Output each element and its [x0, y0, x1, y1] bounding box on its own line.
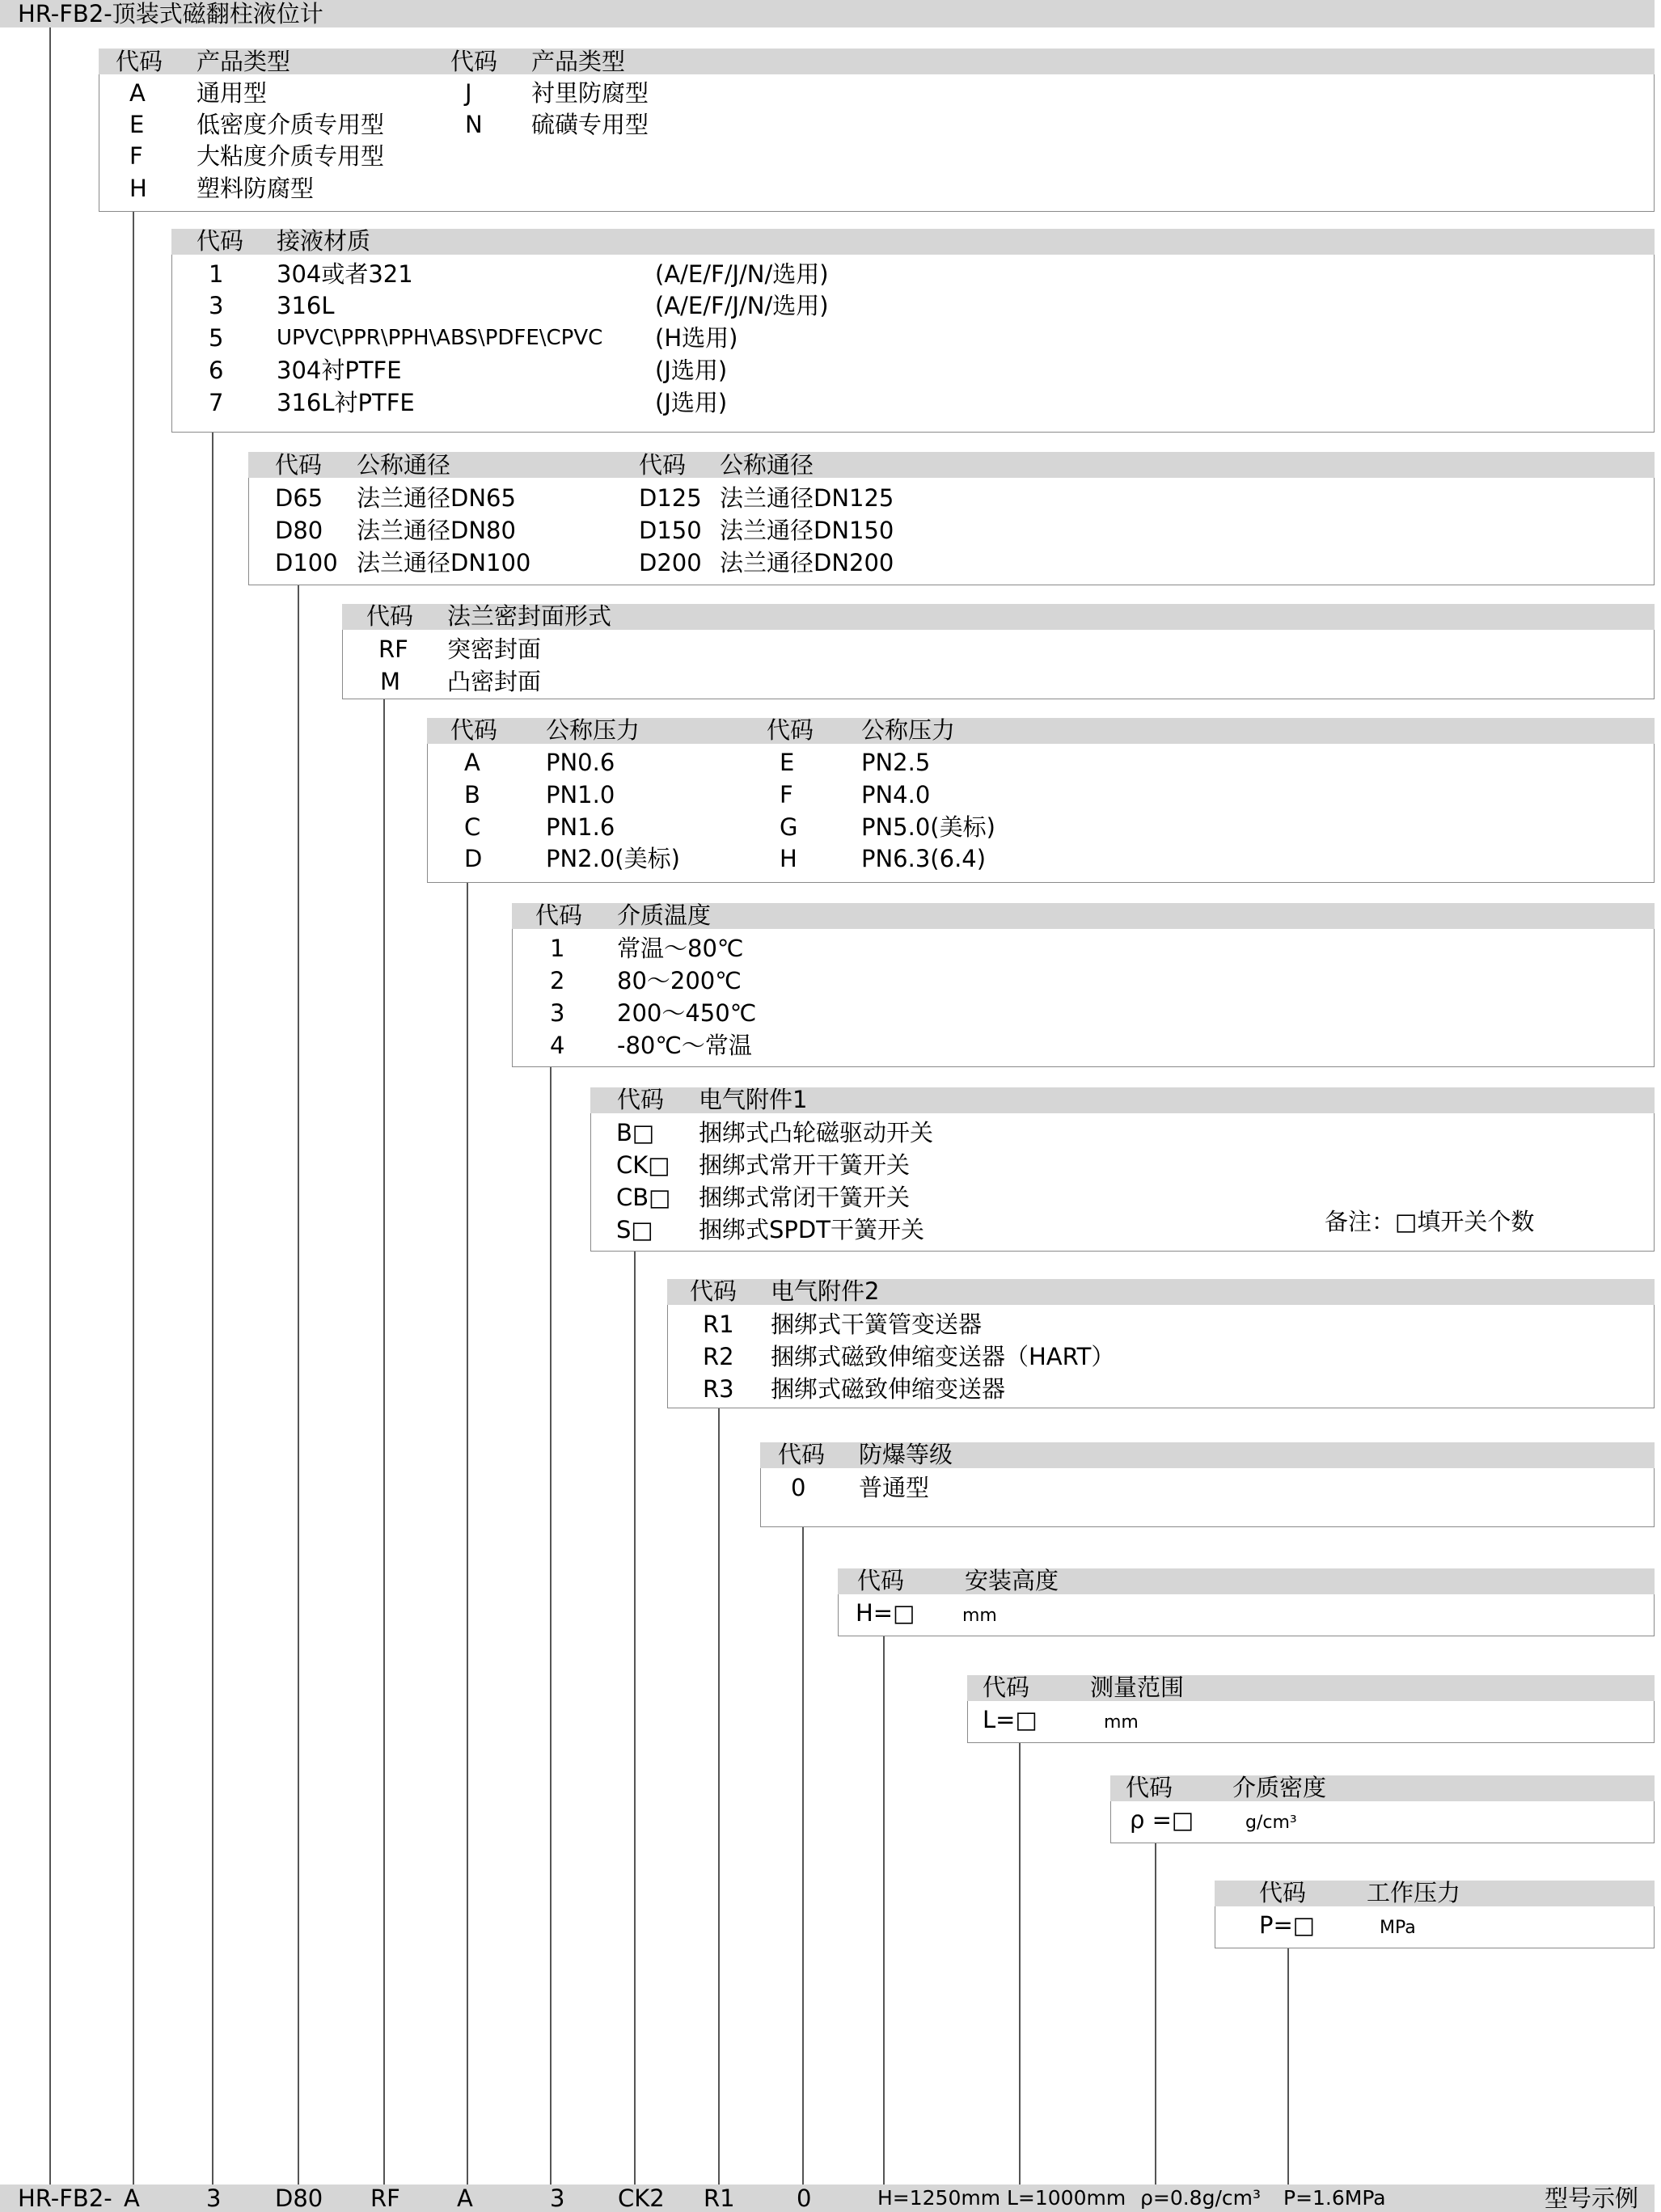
section-e-code: G: [780, 813, 798, 841]
section-f-code: 1: [550, 935, 565, 962]
section-c-header-dn-1: 公称通径: [357, 451, 451, 479]
section-c-code: D65: [275, 484, 323, 512]
section-f-value: 常温～80℃: [617, 935, 744, 962]
example-item: P=1.6MPa: [1283, 2186, 1386, 2210]
section-b-code: 1: [209, 260, 224, 288]
section-a-code: F: [129, 142, 143, 170]
connector-line: [1287, 1948, 1289, 2185]
section-g-code: S□: [616, 1216, 653, 1243]
connector-line: [133, 212, 134, 2185]
section-d-code: M: [380, 668, 401, 695]
section-a-code: A: [129, 79, 146, 107]
section-b-code: 5: [209, 324, 224, 352]
section-e-value: PN4.0: [861, 781, 931, 808]
section-m-header-pressure: 工作压力: [1367, 1879, 1461, 1906]
section-e-value: PN2.0(美标): [546, 845, 680, 872]
section-l-header-density: 介质密度: [1232, 1774, 1327, 1801]
section-m-unit: MPa: [1380, 1918, 1416, 1938]
connector-line: [212, 433, 213, 2185]
section-a-value: 通用型: [197, 79, 268, 107]
section-k-unit: mm: [1104, 1712, 1139, 1733]
connector-line: [718, 1408, 720, 2185]
section-b-value: UPVC\PPR\PPH\ABS\PDFE\CPVC: [277, 326, 603, 350]
section-f-value: -80℃～常温: [617, 1032, 752, 1059]
section-a-code: H: [129, 175, 147, 202]
section-c-code: D200: [639, 549, 702, 576]
section-b-code: 3: [209, 292, 224, 319]
section-d-header-code: 代码: [366, 602, 414, 630]
section-e-value: PN5.0(美标): [861, 813, 995, 841]
section-g-value: 捆绑式常闭干簧开关: [699, 1184, 911, 1211]
section-i-value: 普通型: [859, 1474, 930, 1501]
example-item: A: [457, 2185, 473, 2212]
section-a-header-type-2: 产品类型: [531, 48, 626, 75]
connector-line: [1019, 1743, 1021, 2185]
example-item: ρ=0.8g/cm³: [1140, 2186, 1261, 2210]
section-a-header-bar: [99, 49, 1655, 74]
section-i-header-ex: 防爆等级: [859, 1441, 953, 1468]
section-g-value: 捆绑式凸轮磁驱动开关: [699, 1119, 934, 1146]
section-h-header-acc2: 电气附件2: [771, 1277, 880, 1305]
section-c-value: 法兰通径DN150: [720, 517, 894, 544]
section-c-header-bar: [248, 452, 1655, 478]
section-h-code: R3: [703, 1375, 734, 1403]
section-j-header-height: 安装高度: [965, 1567, 1059, 1594]
section-h-code: R2: [703, 1343, 734, 1370]
example-bar: [0, 2185, 1655, 2212]
section-e-header-code-2: 代码: [767, 716, 814, 744]
section-l-unit: g/cm³: [1245, 1813, 1297, 1833]
section-e-code: B: [464, 781, 480, 808]
example-label: 型号示例: [1545, 2185, 1639, 2212]
section-b-value: 316L: [277, 292, 335, 319]
section-h-value: 捆绑式磁致伸缩变送器: [771, 1375, 1006, 1403]
section-b-note: (H选用): [655, 324, 738, 352]
section-f-value: 80～200℃: [617, 967, 742, 994]
section-e-code: A: [464, 749, 480, 776]
section-e-header-pn-1: 公称压力: [546, 716, 640, 744]
section-j-header-bar: [838, 1568, 1655, 1594]
section-e-value: PN0.6: [546, 749, 615, 776]
section-g-value: 捆绑式SPDT干簧开关: [699, 1216, 924, 1243]
section-a-header-code-1: 代码: [116, 48, 163, 75]
section-e-value: PN1.0: [546, 781, 615, 808]
section-e-header-code-1: 代码: [450, 716, 498, 744]
section-e-code: F: [780, 781, 793, 808]
section-c-header-code-2: 代码: [639, 451, 687, 479]
section-h-code: R1: [703, 1311, 734, 1338]
section-c-value: 法兰通径DN65: [357, 484, 516, 512]
section-c-code: D125: [639, 484, 702, 512]
section-a-header-code-2: 代码: [450, 48, 498, 75]
section-a-code: E: [129, 111, 145, 138]
section-a-code: N: [465, 111, 483, 138]
section-k-header-code: 代码: [983, 1674, 1030, 1701]
section-a-header-type-1: 产品类型: [197, 48, 291, 75]
section-g-value: 捆绑式常开干簧开关: [699, 1151, 911, 1179]
section-e-value: PN1.6: [546, 813, 615, 841]
section-a-value: 塑料防腐型: [197, 175, 315, 202]
connector-line: [1155, 1843, 1156, 2185]
section-a-value: 衬里防腐型: [531, 79, 649, 107]
section-a-code: J: [465, 79, 472, 107]
section-g-header-code: 代码: [617, 1086, 665, 1113]
section-a-value: 低密度介质专用型: [197, 111, 385, 138]
section-g-code: CK□: [616, 1151, 670, 1179]
page-title: HR-FB2-顶装式磁翻柱液位计: [18, 0, 323, 27]
section-b-header-bar: [171, 229, 1655, 255]
section-h-value: 捆绑式干簧管变送器: [771, 1311, 983, 1338]
example-item: 3: [550, 2185, 565, 2212]
section-c-header-dn-2: 公称通径: [720, 451, 814, 479]
section-b-value: 316L衬PTFE: [277, 389, 415, 416]
section-c-value: 法兰通径DN125: [720, 484, 894, 512]
section-d-header-face: 法兰密封面形式: [447, 602, 612, 630]
section-k-header-bar: [967, 1675, 1655, 1701]
section-f-code: 4: [550, 1032, 565, 1059]
connector-line: [383, 699, 385, 2185]
section-c-value: 法兰通径DN100: [357, 549, 531, 576]
section-d-code: RF: [378, 635, 408, 663]
section-b-note: (A/E/F/J/N/选用): [655, 260, 829, 288]
section-m-code: P=□: [1259, 1911, 1316, 1939]
section-b-note: (J选用): [655, 389, 728, 416]
section-f-code: 3: [550, 999, 565, 1027]
section-k-box: [967, 1701, 1655, 1743]
section-b-header-code: 代码: [197, 227, 244, 255]
section-l-header-code: 代码: [1126, 1774, 1173, 1801]
example-item: 0: [797, 2185, 812, 2212]
section-b-value: 304或者321: [277, 260, 413, 288]
section-j-box: [838, 1594, 1655, 1636]
example-item: D80: [275, 2185, 323, 2212]
section-e-code: D: [464, 845, 483, 872]
example-item: RF: [370, 2185, 400, 2212]
section-e-value: PN6.3(6.4): [861, 845, 987, 872]
example-item: 3: [206, 2185, 222, 2212]
section-f-code: 2: [550, 967, 565, 994]
section-b-code: 6: [209, 357, 224, 384]
section-b-header-material: 接液材质: [277, 227, 371, 255]
section-l-header-bar: [1110, 1775, 1655, 1801]
section-g-header-acc1: 电气附件1: [699, 1086, 808, 1113]
section-e-code: H: [780, 845, 797, 872]
section-c-code: D150: [639, 517, 702, 544]
section-c-value: 法兰通径DN80: [357, 517, 516, 544]
section-g-note: 备注：□填开关个数: [1325, 1208, 1535, 1235]
example-item: R1: [704, 2185, 735, 2212]
section-a-value: 大粘度介质专用型: [197, 142, 385, 170]
section-c-value: 法兰通径DN200: [720, 549, 894, 576]
section-g-code: B□: [616, 1119, 655, 1146]
section-b-note: (A/E/F/J/N/选用): [655, 292, 829, 319]
section-a-value: 硫磺专用型: [531, 111, 649, 138]
section-e-code: E: [780, 749, 795, 776]
section-i-code: 0: [791, 1474, 806, 1501]
section-b-code: 7: [209, 389, 224, 416]
example-item: A: [124, 2185, 140, 2212]
connector-line: [298, 585, 299, 2185]
connector-line: [550, 1067, 552, 2185]
section-c-header-code-1: 代码: [275, 451, 323, 479]
section-m-header-code: 代码: [1259, 1879, 1307, 1906]
section-h-value: 捆绑式磁致伸缩变送器（HART）: [771, 1343, 1115, 1370]
section-k-header-range: 测量范围: [1090, 1674, 1185, 1701]
connector-line: [467, 883, 468, 2185]
example-item: L=1000mm: [1007, 2186, 1126, 2210]
section-e-code: C: [464, 813, 481, 841]
section-c-code: D100: [275, 549, 338, 576]
section-f-header-code: 代码: [535, 901, 583, 929]
section-d-value: 凸密封面: [447, 668, 542, 695]
section-b-note: (J选用): [655, 357, 728, 384]
section-g-code: CB□: [616, 1184, 671, 1211]
connector-line: [802, 1527, 804, 2185]
connector-line: [49, 27, 51, 2185]
connector-line: [634, 1252, 636, 2185]
section-i-header-code: 代码: [778, 1441, 826, 1468]
section-f-value: 200～450℃: [617, 999, 757, 1027]
section-l-code: ρ =□: [1130, 1806, 1194, 1834]
section-h-header-code: 代码: [690, 1277, 738, 1305]
section-b-value: 304衬PTFE: [277, 357, 402, 384]
example-item: HR-FB2-: [18, 2185, 112, 2212]
section-f-header-temp: 介质温度: [617, 901, 712, 929]
section-e-header-pn-2: 公称压力: [861, 716, 956, 744]
section-j-unit: mm: [962, 1606, 997, 1626]
section-j-header-code: 代码: [857, 1567, 905, 1594]
section-j-code: H=□: [856, 1599, 915, 1627]
connector-line: [883, 1636, 885, 2185]
example-item: CK2: [618, 2185, 665, 2212]
section-d-value: 突密封面: [447, 635, 542, 663]
example-item: H=1250mm: [877, 2186, 1001, 2210]
section-k-code: L=□: [983, 1706, 1038, 1733]
section-c-code: D80: [275, 517, 323, 544]
section-e-value: PN2.5: [861, 749, 931, 776]
